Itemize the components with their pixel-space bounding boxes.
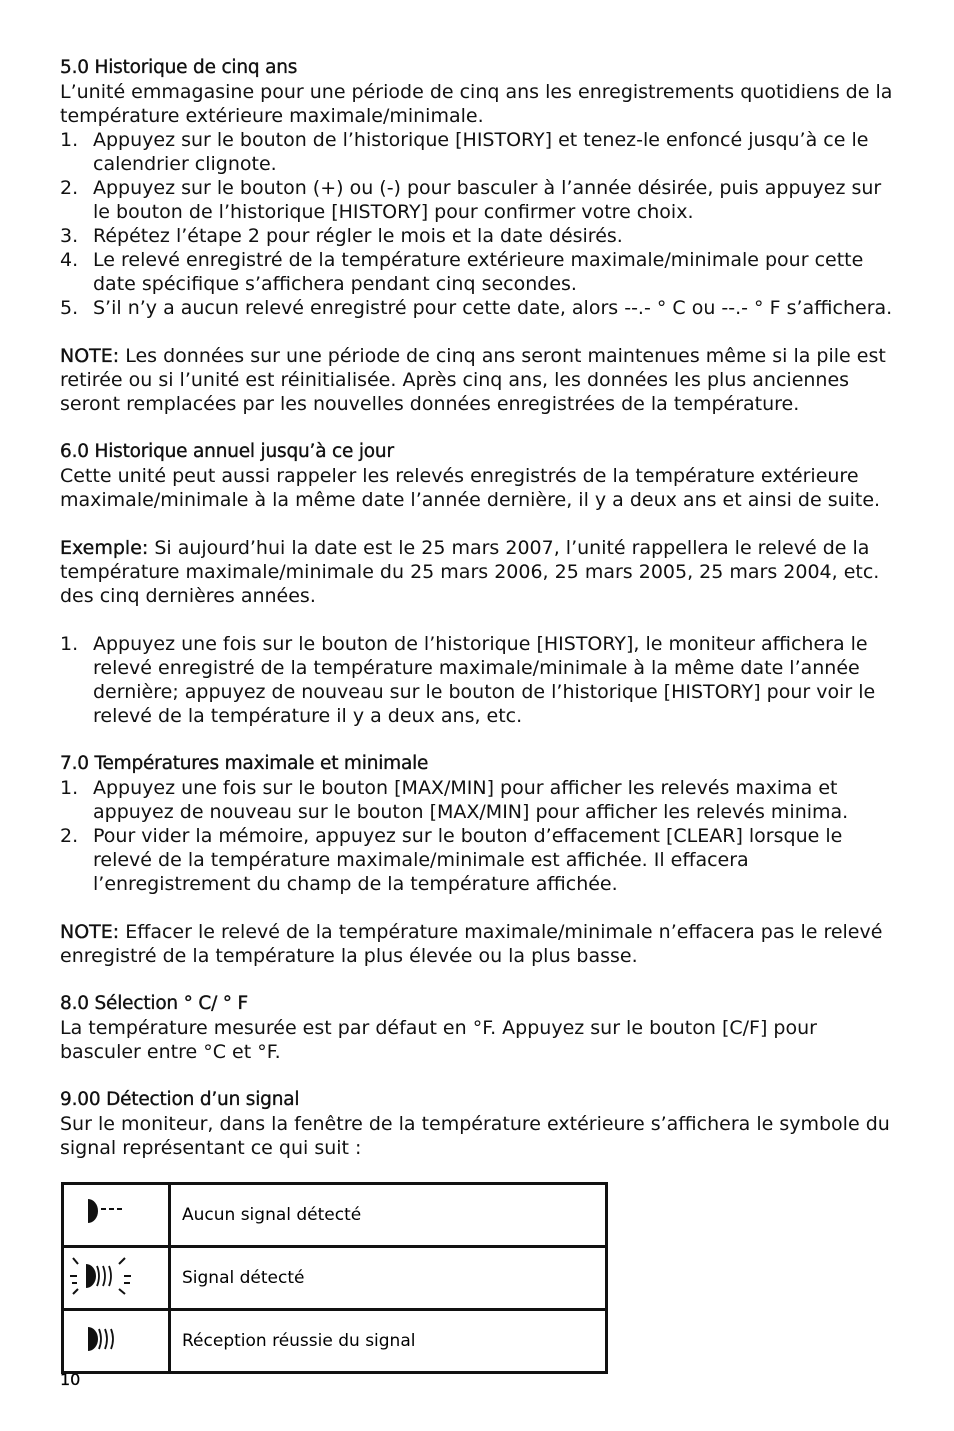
- section-5-heading: 5.0 Historique de cinq ans: [60, 57, 298, 78]
- section-6-steps: [60, 632, 900, 728]
- section-7-heading: 7.0 Températures maximale et minimale: [60, 753, 429, 774]
- section-6-example: Exemple: Si aujourd’hui la date est le 25 mars 2007, l’unité rappellera le relevé de la température maximale/minimale du 25 mars 2006, 25 mars 2005, 25 mars 2004, etc. des cinq dernières années.: [60, 537, 880, 607]
- icon-cell: [63, 1184, 170, 1247]
- section-6: [60, 440, 900, 728]
- no-signal-icon: [64, 1185, 168, 1240]
- table-row: [63, 1184, 607, 1247]
- list-item: 3. Répétez l’étape 2 pour régler le mois et la date désirés.: [60, 225, 623, 247]
- list-item: 2. Appuyez sur le bouton (+) ou (-) pour basculer à l’année désirée, puis appuyez sur le bouton de l’historique [HISTORY] pour confirmer votre choix.: [60, 177, 882, 223]
- section-9: [60, 1088, 900, 1160]
- list-item: 4. Le relevé enregistré de la température extérieure maximale/minimale pour cette date spécifique s’affichera pendant cinq secondes.: [60, 249, 864, 295]
- signal-label: Aucun signal détecté: [170, 1184, 607, 1247]
- section-9-text: Sur le moniteur, dans la fenêtre de la température extérieure s’affichera le symbole du signal représentant ce qui suit :: [60, 1113, 890, 1159]
- signal-label: Réception réussie du signal: [170, 1310, 607, 1373]
- list-item: 1. Appuyez une fois sur le bouton de l’historique [HISTORY], le moniteur affichera le relevé enregistré de la température maximale/minimale à la même date l’année dernière; appuyez de nouveau sur le bouton de l’historique [HISTORY] pour voir le relevé de la température il y a deux ans, etc.: [60, 633, 876, 727]
- section-8-text: La température mesurée est par défaut en °F. Appuyez sur le bouton [C/F] pour basculer entre °C et °F.: [60, 1017, 817, 1063]
- section-6-intro: Cette unité peut aussi rappeler les relevés enregistrés de la température extérieure maximale/minimale à la même date l’année dernière, il y a deux ans et ainsi de suite.: [60, 465, 881, 511]
- section-7-note: NOTE: Effacer le relevé de la température maximale/minimale n’effacera pas le relevé enregistré de la température la plus élevée ou la plus basse.: [60, 921, 883, 967]
- list-item: 5. S’il n’y a aucun relevé enregistré pour cette date, alors --.- ° C ou --.- ° F s’affichera.: [60, 297, 893, 319]
- section-5-note: NOTE: Les données sur une période de cinq ans seront maintenues même si la pile est retirée ou si l’unité est réinitialisée. Après cinq ans, les données les plus anciennes seront remplacées par les nouvelles données enregistrées de la température.: [60, 345, 886, 415]
- icon-cell: [63, 1247, 170, 1310]
- section-6-heading: 6.0 Historique annuel jusqu’à ce jour: [60, 441, 394, 462]
- section-5-steps: [60, 128, 900, 320]
- table-row: [63, 1247, 607, 1310]
- section-9-heading: 9.00 Détection d’un signal: [60, 1089, 300, 1110]
- section-8-heading: 8.0 Sélection ° C/ ° F: [60, 993, 248, 1014]
- section-5: [60, 56, 900, 416]
- signal-detected-icon: [64, 1248, 168, 1303]
- signal-received-icon: [64, 1311, 168, 1366]
- signal-symbol-table: [61, 1182, 608, 1374]
- section-5-intro: L’unité emmagasine pour une période de cinq ans les enregistrements quotidiens de la température extérieure maximale/minimale.: [60, 81, 893, 127]
- icon-cell: [63, 1310, 170, 1373]
- manual-page: [60, 56, 900, 1160]
- page-number: 10: [60, 1370, 81, 1389]
- section-8: [60, 992, 900, 1064]
- table-row: [63, 1310, 607, 1373]
- list-item: 1. Appuyez une fois sur le bouton [MAX/MIN] pour afficher les relevés maxima et appuyez de nouveau sur le bouton [MAX/MIN] pour afficher les relevés minima.: [60, 777, 849, 823]
- section-7: [60, 752, 900, 968]
- signal-label: Signal détecté: [170, 1247, 607, 1310]
- list-item: 2. Pour vider la mémoire, appuyez sur le bouton d’effacement [CLEAR] lorsque le relevé de la température maximale/minimale est affichée. Il effacera l’enregistrement du champ de la température affichée.: [60, 825, 843, 895]
- list-item: 1. Appuyez sur le bouton de l’historique [HISTORY] et tenez-le enfoncé jusqu’à ce le calendrier clignote.: [60, 129, 869, 175]
- section-7-steps: [60, 776, 900, 896]
